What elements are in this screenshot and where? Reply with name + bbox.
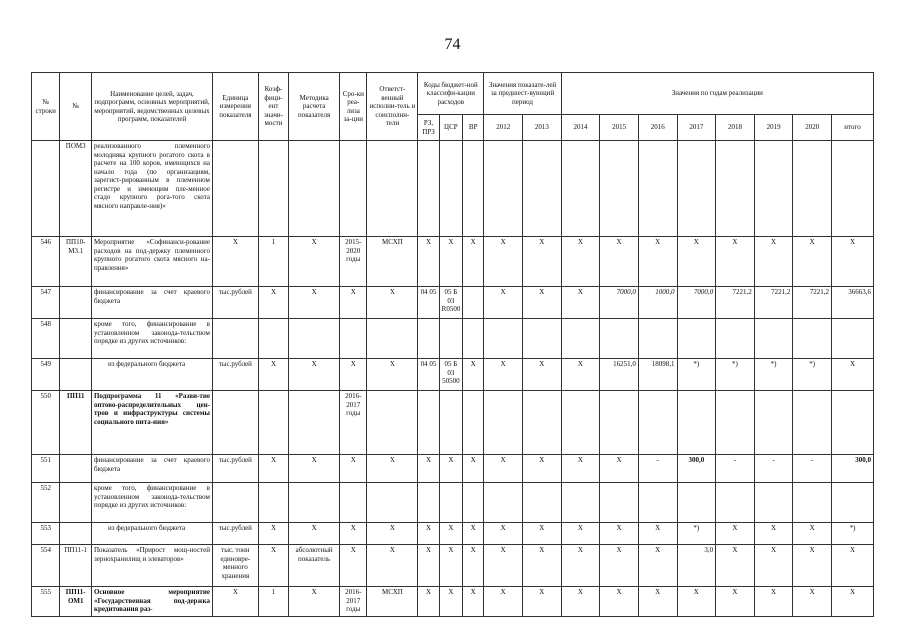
cell-2020: X [793,545,832,587]
cell-csr: X [439,545,462,587]
row-line: 555 [32,587,60,617]
header-row-number: № строки [32,73,60,141]
cell-2020: X [793,587,832,617]
cell-2016: 1000,0 [638,287,677,319]
row-line: 551 [32,455,60,483]
header-2014: 2014 [561,115,600,141]
row-line: 554 [32,545,60,587]
cell-2012: X [484,587,523,617]
row-number: ПП11 [60,391,92,455]
cell-method: X [289,237,340,287]
header-budget-codes: Коды бюджет-ной классифи-кации расходов [418,73,484,115]
cell-coef: 1 [258,587,289,617]
cell-csr: 05 Б 03 R0500 [439,287,462,319]
row-name: Показатель «Прирост мощ-ностей зернохранилищ и элеваторов» [91,545,212,587]
cell-2015: 7000,0 [600,287,639,319]
cell-method: абсолютный показатель [289,545,340,587]
row-name: Мероприятие «Софинанси-рование расходов на под-держку племенного крупного рогатого скота мясного на-правления» [91,237,212,287]
cell-2014: X [561,359,600,391]
row-name: из федерального бюджета [107,524,186,532]
cell-2017: X [677,237,716,287]
cell-method: X [289,455,340,483]
header-previous-period: Значения показате-лей за предшест-вующий период [484,73,561,115]
cell-2018: X [716,587,755,617]
table-row [32,455,874,483]
row-line: 553 [32,523,60,545]
cell-coef: X [258,455,289,483]
cell-rz: 04 05 [418,287,439,319]
cell-csr: 05 Б 03 50500 [439,359,462,391]
cell-csr: X [439,523,462,545]
cell-rz: X [418,455,439,483]
cell-total: X [832,545,874,587]
cell-2013: X [523,237,562,287]
table-row [32,287,874,319]
row-name: Подпрограмма 11 «Разви-тие оптово-распределительных цен-тров и инфраструктуры системы социального пита-ния» [91,391,212,455]
header-method: Методика расчета показателя [289,73,340,141]
header-2015: 2015 [600,115,639,141]
cell-2014: X [561,455,600,483]
cell-rz: X [418,587,439,617]
cell-total: *) [832,523,874,545]
cell-responsible: X [367,287,418,319]
cell-terms: X [340,287,367,319]
cell-2013: X [523,359,562,391]
cell-2018: - [716,455,755,483]
cell-2019: X [754,587,793,617]
cell-2014: X [561,587,600,617]
cell-terms: 2016-2017 годы [340,587,367,617]
cell-2019: X [754,545,793,587]
header-2018: 2018 [716,115,755,141]
cell-coef: 1 [258,237,289,287]
row-number: ПП11-1 [60,545,92,587]
cell-2015: X [600,523,639,545]
cell-vr: X [463,455,484,483]
row-number: ПП11-ОМ1 [60,587,92,617]
cell-2019: X [754,523,793,545]
cell-2017: 300,0 [677,455,716,483]
cell-vr: X [463,587,484,617]
cell-2019: *) [754,359,793,391]
cell-2013: X [523,523,562,545]
cell-2015: X [600,237,639,287]
cell-total: X [832,237,874,287]
cell-2012: X [484,237,523,287]
cell-2012: X [484,455,523,483]
table-row [32,391,874,455]
row-line: 547 [32,287,60,319]
cell-2018: X [716,523,755,545]
cell-2015: 16251,0 [600,359,639,391]
header-csr: ЦСР [439,115,462,141]
cell-2018: X [716,545,755,587]
cell-2016: X [638,545,677,587]
table-row [32,141,874,237]
cell-total: X [832,359,874,391]
cell-total: X [832,587,874,617]
cell-2015: X [600,545,639,587]
cell-2020: X [793,523,832,545]
cell-terms: X [340,359,367,391]
header-2012: 2012 [484,115,523,141]
cell-2020: 7221,2 [793,287,832,319]
header-vr: ВР [463,115,484,141]
cell-2016: 18098,1 [638,359,677,391]
cell-terms: X [340,545,367,587]
cell-vr: X [463,545,484,587]
cell-terms: X [340,523,367,545]
cell-responsible: X [367,455,418,483]
row-name: кроме того, финансирование в установленном законода-тельством порядке из других источников: [91,483,212,523]
header-unit: Единица измерения показателя [212,73,258,141]
cell-unit: тыс. тонн единовре-менного хранения [212,545,258,587]
header-coef: Коэф-фици-ент значи-мости [258,73,289,141]
cell-unit: тыс.рублей [212,359,258,391]
header-responsible: Ответст-венный исполни-тель и соисполни-тели [367,73,418,141]
cell-2013: X [523,287,562,319]
row-number: ПОМ3 [60,141,92,237]
cell-rz: X [418,545,439,587]
cell-2016: - [638,455,677,483]
cell-2015: X [600,455,639,483]
row-name: кроме того, финансирование в установленном законода-тельством порядке из других источников: [91,319,212,359]
program-table [31,72,874,617]
cell-2017: *) [677,523,716,545]
cell-2019: - [754,455,793,483]
cell-method: X [289,287,340,319]
row-line: 549 [32,359,60,391]
cell-2013: X [523,545,562,587]
row-number: ПП10-М3.1 [60,237,92,287]
cell-csr: X [439,587,462,617]
cell-unit: X [212,237,258,287]
header-2016: 2016 [638,115,677,141]
cell-2012: X [484,287,523,319]
cell-2017: 7000,0 [677,287,716,319]
cell-2013: X [523,455,562,483]
cell-responsible: X [367,545,418,587]
cell-responsible: МСХП [367,237,418,287]
cell-2013: X [523,587,562,617]
cell-2015: X [600,587,639,617]
header-2020: 2020 [793,115,832,141]
cell-2012: X [484,359,523,391]
table-row [32,237,874,287]
cell-total: 36663,6 [832,287,874,319]
cell-coef: X [258,359,289,391]
cell-terms: 2016-2017 годы [340,391,367,455]
cell-unit: тыс.рублей [212,455,258,483]
cell-2018: *) [716,359,755,391]
row-line: 550 [32,391,60,455]
cell-2012: X [484,545,523,587]
cell-2014: X [561,287,600,319]
cell-2019: 7221,2 [754,287,793,319]
cell-2014: X [561,523,600,545]
table-row [32,483,874,523]
row-name: реализованного племенного молодняка крупного рогатого скота в расчете на 100 коров, имеющихся на начало года (по организациям, зарегист-рированным в племенном регистре и имеющим пле-менное стадо крупного рога-того скота мясного направле-ния)» [91,141,212,237]
row-line: 552 [32,483,60,523]
row-name: Основное мероприятие «Государственная под-держка кредитования раз- [91,587,212,617]
cell-method: X [289,359,340,391]
cell-terms: 2015-2020 годы [340,237,367,287]
cell-2014: X [561,545,600,587]
cell-2020: - [793,455,832,483]
cell-unit: тыс.рублей [212,287,258,319]
cell-responsible: X [367,359,418,391]
cell-csr: X [439,455,462,483]
cell-coef: X [258,545,289,587]
cell-2016: X [638,237,677,287]
header-years: Значения по годам реализации [561,73,873,115]
table-row [32,319,874,359]
cell-coef: X [258,287,289,319]
cell-2012: X [484,523,523,545]
cell-2017: 3,0 [677,545,716,587]
cell-2020: *) [793,359,832,391]
cell-terms: X [340,455,367,483]
cell-unit: X [212,587,258,617]
cell-rz: 04 05 [418,359,439,391]
header-2013: 2013 [523,115,562,141]
cell-responsible: МСХП [367,587,418,617]
cell-method: X [289,523,340,545]
row-line: 548 [32,319,60,359]
cell-vr [463,287,484,319]
cell-2017: *) [677,359,716,391]
table-row [32,587,874,617]
cell-2017: X [677,587,716,617]
table-row [32,359,874,391]
cell-2018: X [716,237,755,287]
cell-method: X [289,587,340,617]
cell-vr: X [463,523,484,545]
header-total: итого [832,115,874,141]
cell-2020: X [793,237,832,287]
cell-2016: X [638,587,677,617]
cell-2019: X [754,237,793,287]
cell-csr: X [439,237,462,287]
row-name: финансирование за счет краевого бюджета [91,287,212,319]
row-name: из федерального бюджета [107,360,186,368]
cell-total: 300,0 [832,455,874,483]
cell-vr: X [463,237,484,287]
row-line: 546 [32,237,60,287]
cell-rz: X [418,523,439,545]
cell-2014: X [561,237,600,287]
page-number: 74 [444,36,461,53]
table-row [32,523,874,545]
cell-unit: тыс.рублей [212,523,258,545]
cell-coef: X [258,523,289,545]
header-number: № [60,73,92,141]
cell-vr: X [463,359,484,391]
header-2017: 2017 [677,115,716,141]
cell-rz: X [418,237,439,287]
cell-2018: 7221,2 [716,287,755,319]
header-terms: Сро-ки реа-лиза за-ции [340,73,367,141]
row-name: финансирование за счет краевого бюджета [91,455,212,483]
header-rz: РЗ, ПРЗ [418,115,439,141]
header-2019: 2019 [754,115,793,141]
cell-responsible: X [367,523,418,545]
header-name: Наименование целей, задач, подпрограмм, основных мероприятий, мероприятий, ведомственных целевых программ, показателей [91,73,212,141]
table-row [32,545,874,587]
cell-2016: X [638,523,677,545]
